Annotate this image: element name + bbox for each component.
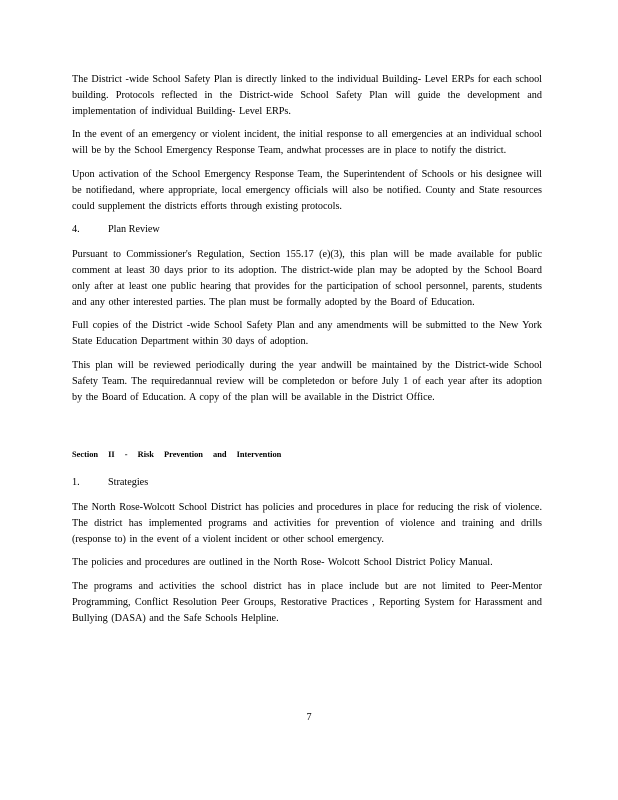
paragraph-programs: The programs and activities the school district has in place include but are not limited to Peer-Mentor Programming, Conflict Resolution Peer Groups, Restorative Practices , Reporting System for Harassment and Bullying (DASA) and the Safe Schools Helpline. (72, 581, 542, 624)
paragraph-erp-link: The District -wide School Safety Plan is directly linked to the individual Building- Level ERPs for each school building. Protocols reflected in the District-wide School Safety Plan will guide the development and implementation of individual Building- Level ERPs. (72, 74, 542, 117)
paragraph-public-comment: Pursuant to Commissioner's Regulation, Section 155.17 (e)(3), this plan will be made available for public comment at least 30 days prior to its adoption. The district-wide plan may be adopted by the School Board only after at least one public hearing that provides for the participation of school personnel, parents, students and any other interested parties. The plan must be formally adopted by the Board of Education. (72, 249, 542, 308)
paragraph-policy-manual: The policies and procedures are outlined in the North Rose- Wolcott School District Policy Manual. (72, 557, 493, 569)
page-content (72, 72, 542, 635)
page-number: 7 (306, 712, 312, 723)
strategies-number: 1. (72, 477, 80, 489)
section-title: Section II - Risk Prevention and Intervention (72, 450, 282, 460)
plan-review-heading (72, 222, 542, 238)
strategies-title: Strategies (108, 477, 149, 489)
strategies-heading (72, 475, 542, 491)
plan-review-number: 4. (72, 224, 80, 236)
plan-review-title: Plan Review (108, 224, 160, 236)
paragraph-activation: Upon activation of the School Emergency Response Team, the Superintendent of Schools or his designee will be notifiedand, where appropriate, local emergency officials will also be notified. County and State resources could supplement the districts efforts through existing protocols. (72, 168, 542, 212)
paragraph-annual-review: This plan will be reviewed periodically during the year andwill be maintained by the District-wide School Safety Team. The requiredannual review will be completedon or before July 1 of each year after its adoption by the Board of Education. A copy of the plan will be available in the District Office. (72, 359, 542, 403)
paragraph-full-copies: Full copies of the District -wide School Safety Plan and any amendments will be submitted to the New York State Education Department within 30 days of adoption. (72, 320, 542, 348)
paragraph-policies-in-place: The North Rose-Wolcott School District has policies and procedures in place for reducing the risk of violence. The district has implemented programs and activities for prevention of violence and training and drills (response to) in the event of a violent incident or other school emergency. (72, 501, 542, 545)
paragraph-initial-response: In the event of an emergency or violent incident, the initial response to all emergencies at an individual school will be by the School Emergency Response Team, andwhat processes are in place to notify the district. (72, 129, 542, 157)
